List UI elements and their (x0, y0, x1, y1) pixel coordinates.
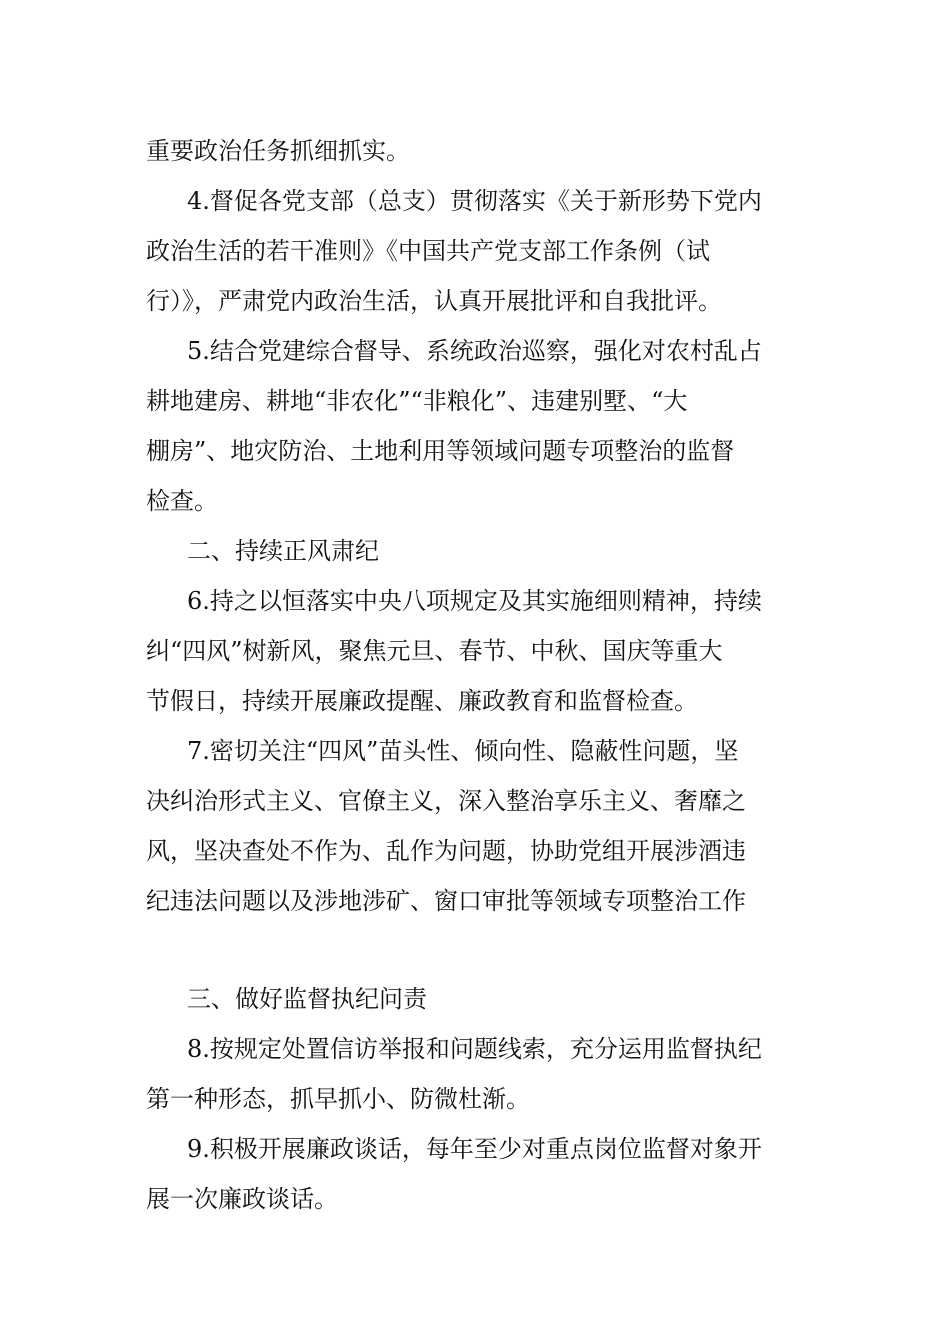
text-line: 5.结合党建综合督导、系统政治巡察，强化对农村乱占 (187, 337, 762, 365)
text-line: 9.积极开展廉政谈话，每年至少对重点岗位监督对象开 (187, 1135, 762, 1163)
section-heading: 二、持续正风肃纪 (187, 537, 379, 565)
text-line: 纠“四风”树新风，聚焦元旦、春节、中秋、国庆等重大 (146, 637, 723, 665)
text-line: 第一种形态，抓早抓小、防微杜渐。 (146, 1085, 530, 1113)
text-line: 行）》，严肃党内政治生活，认真开展批评和自我批评。 (146, 287, 722, 315)
text-line: 纪违法问题以及涉地涉矿、窗口审批等领域专项整治工作 (146, 887, 746, 915)
text-line: 展一次廉政谈话。 (146, 1185, 338, 1213)
text-line: 8.按规定处置信访举报和问题线索，充分运用监督执纪 (187, 1035, 762, 1063)
text-line: 6.持之以恒落实中央八项规定及其实施细则精神，持续 (187, 587, 762, 615)
text-line: 4.督促各党支部（总支）贯彻落实《关于新形势下党内 (187, 187, 762, 215)
text-line: 节假日，持续开展廉政提醒、廉政教育和监督检查。 (146, 687, 698, 715)
text-line: 政治生活的若干准则》《中国共产党支部工作条例（试 (146, 237, 710, 265)
text-line: 风，坚决查处不作为、乱作为问题，协助党组开展涉酒违 (146, 837, 746, 865)
section-heading: 三、做好监督执纪问责 (187, 985, 427, 1013)
text-line: 7.密切关注“四风”苗头性、倾向性、隐蔽性问题，坚 (187, 737, 739, 765)
text-line: 重要政治任务抓细抓实。 (146, 137, 410, 165)
text-line: 检查。 (146, 487, 218, 515)
text-line: 耕地建房、耕地“非农化”“非粮化”、违建别墅、“大 (146, 387, 688, 415)
text-line: 棚房”、地灾防治、土地利用等领域问题专项整治的监督 (146, 437, 735, 465)
text-line: 决纠治形式主义、官僚主义，深入整治享乐主义、奢靡之 (146, 787, 746, 815)
